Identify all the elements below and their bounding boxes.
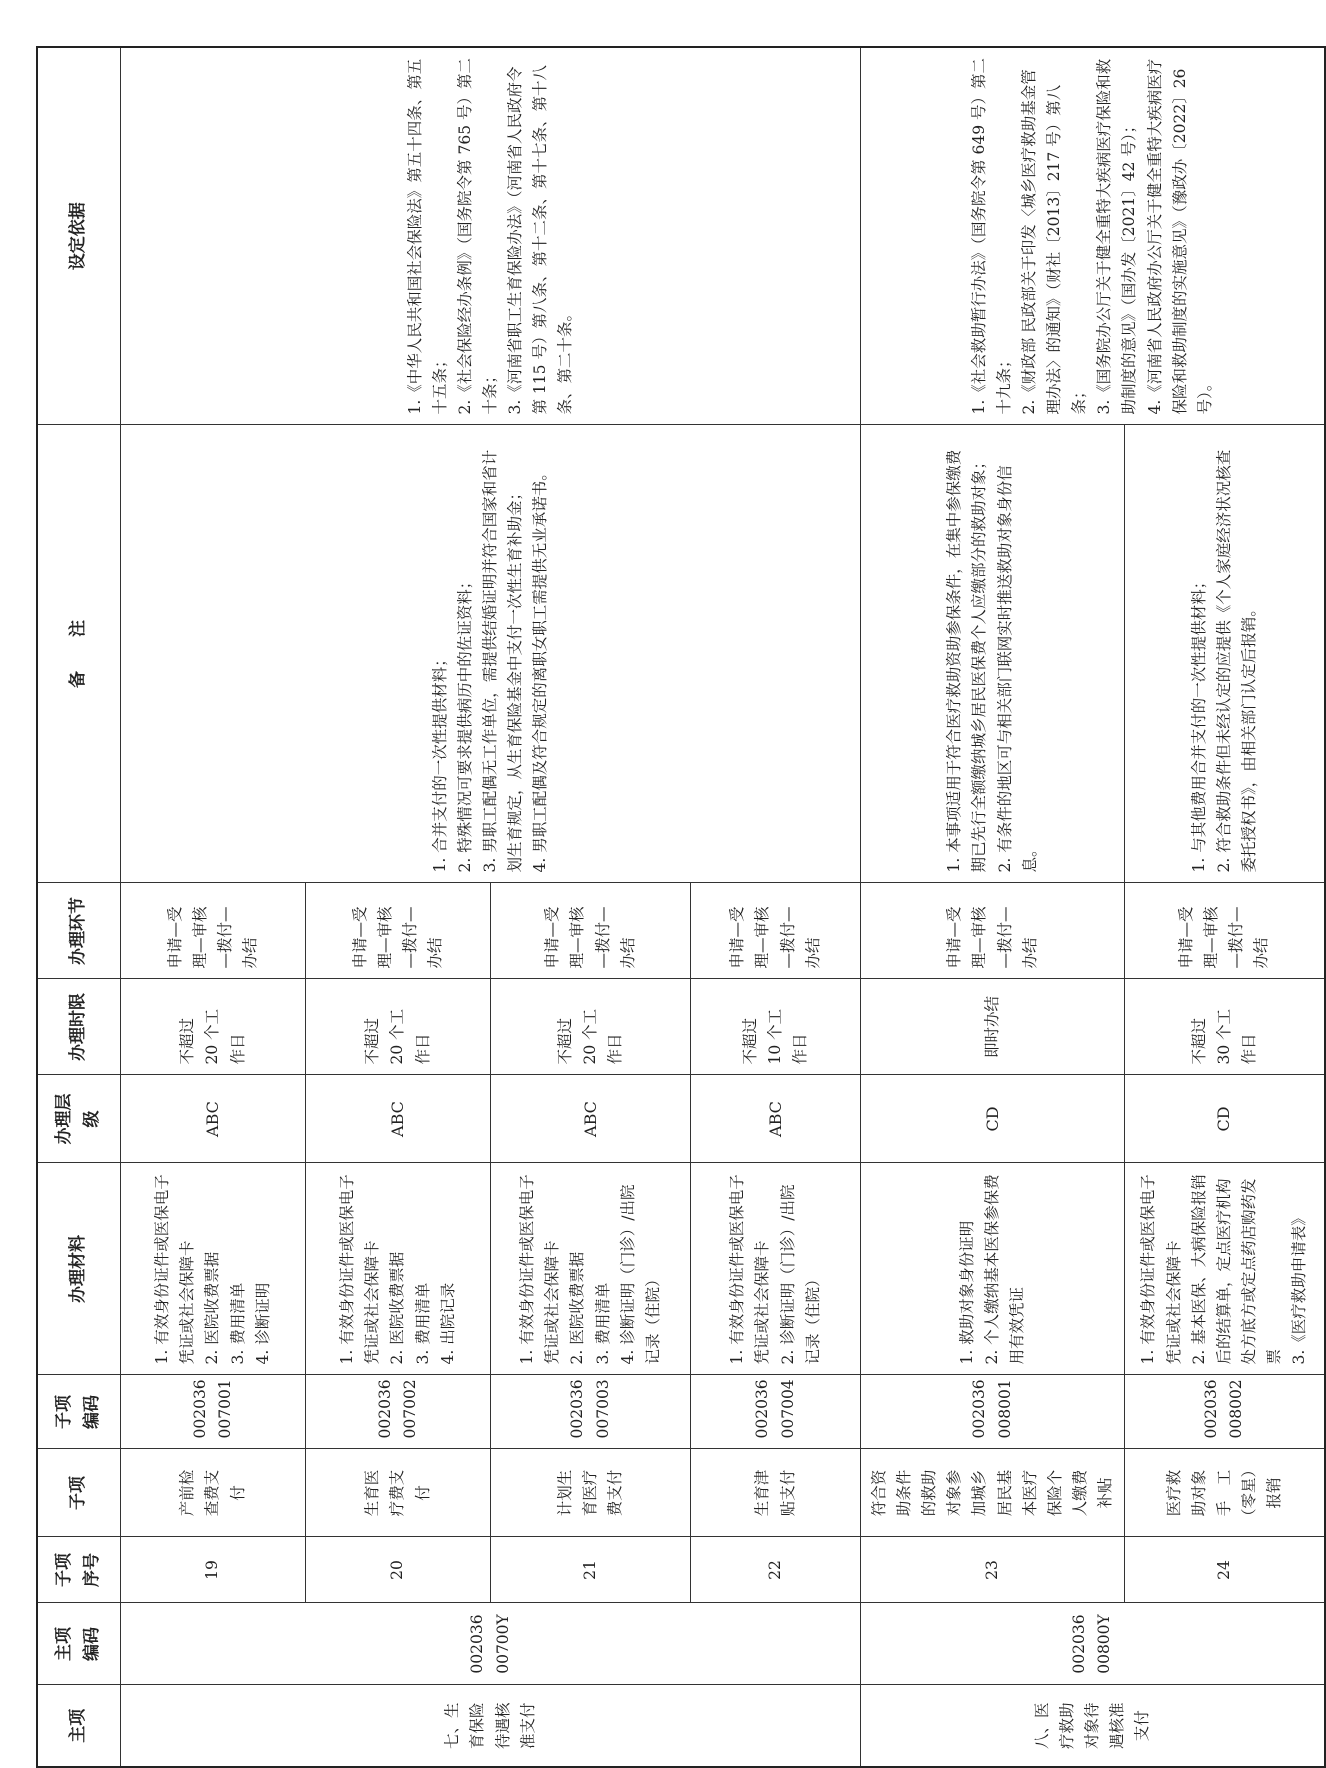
sub-item-cell: 生育津 贴支付 [691,1449,861,1537]
materials-cell: 1. 有效身份证件或医保电子凭证或社会保障卡 2. 诊断证明（门诊）/出院记录（住院） [691,1163,861,1375]
level-cell: CD [1125,1075,1325,1163]
main-code-cell: 002036 00800Y [861,1603,1325,1685]
rotated-service-table [36,48,1309,1768]
materials-cell: 1. 有效身份证件或医保电子凭证或社会保障卡 2. 医院收费票据 3. 费用清单 4. 诊断证明（门诊）/出院记录（住院） [491,1163,691,1375]
main-item-cell: 八、医 疗救助 对象待 遇核准 支付 [861,1685,1325,1767]
steps-cell: 申请—受 理—审核 —拨付— 办结 [121,883,306,979]
steps-cell: 申请—受 理—审核 —拨付— 办结 [1125,883,1325,979]
service-items-table [36,46,1326,1768]
table-row [861,47,1125,1767]
time-limit-cell: 不超过 20 个工 作日 [306,979,491,1075]
materials-cell: 1. 有效身份证件或医保电子凭证或社会保障卡 2. 医院收费票据 3. 费用清单 4. 出院记录 [306,1163,491,1375]
sub-code-cell: 002036 007003 [491,1375,691,1449]
sub-item-cell: 生育医 疗费支 付 [306,1449,491,1537]
main-code-cell: 002036 00700Y [121,1603,861,1685]
time-limit-cell: 不超过 20 个工 作日 [491,979,691,1075]
sub-item-cell: 医疗救 助对象 手 工 （零星） 报销 [1125,1449,1325,1537]
sub-item-cell: 计划生 育医疗 费支付 [491,1449,691,1537]
main-item-cell: 七、生 育保险 待遇核 准支付 [121,1685,861,1767]
time-limit-cell: 即时办结 [861,979,1125,1075]
remarks-cell: 1. 与其他费用合并支付的一次性提供材料； 2. 符合救助条件但未经认定的应提供《个人家庭经济状况核查委托授权书》，由相关部门认定后报销。 [1125,425,1325,883]
header-basis: 设定依据 [37,47,121,425]
sub-item-cell: 产前检 查费支 付 [121,1449,306,1537]
steps-cell: 申请—受 理—审核 —拨付— 办结 [491,883,691,979]
remarks-cell: 1. 合并支付的一次性提供材料； 2. 特殊情况可要求提供病历中的佐证资料； 3. 男职工配偶无工作单位，需提供结婚证明并符合国家和省计划生育规定，从生育保险基金中支付一次性生育补助金； 4. 男职工配偶及符合规定的离职女职工需提供无业承诺书。 [121,425,861,883]
level-cell: ABC [691,1075,861,1163]
sub-code-cell: 002036 007001 [121,1375,306,1449]
header-main: 主项 [37,1685,121,1767]
seq-cell: 21 [491,1537,691,1603]
header-materials: 办理材料 [37,1163,121,1375]
level-cell: ABC [491,1075,691,1163]
sub-code-cell: 002036 008001 [861,1375,1125,1449]
header-sub-code: 子项 编码 [37,1375,121,1449]
header-main-code: 主项 编码 [37,1603,121,1685]
basis-cell: 1.《中华人民共和国社会保险法》第五十四条、第五十五条； 2.《社会保险经办条例》（国务院令第 765 号）第二十条； 3.《河南省职工生育保险办法》（河南省人民政府令第 115 号）第八条、第十二条、第十七条、第十八条、第二十条。 [121,47,861,425]
time-limit-cell: 不超过 10 个工 作日 [691,979,861,1075]
table-row [121,47,306,1767]
basis-cell: 1.《社会救助暂行办法》（国务院令第 649 号）第二十九条； 2.《财政部 民政部关于印发〈城乡医疗救助基金管理办法〉的通知》（财社〔2013〕217 号）第八条； 3.《国务院办公厅关于健全重特大疾病医疗保险和救助制度的意见》（国办发〔2021〕42 号）； 4.《河南省人民政府办公厅关于健全重特大疾病医疗保险和救助制度的实施意见》（豫政办〔2022〕26 号）。 [861,47,1325,425]
header-seq: 子项 序号 [37,1537,121,1603]
header-remarks: 备 注 [37,425,121,883]
time-limit-cell: 不超过 30 个工 作日 [1125,979,1325,1075]
header-level: 办理层级 [37,1075,121,1163]
header-time-limit: 办理时限 [37,979,121,1075]
seq-cell: 22 [691,1537,861,1603]
time-limit-cell: 不超过 20 个工 作日 [121,979,306,1075]
level-cell: ABC [306,1075,491,1163]
header-row [37,47,121,1767]
seq-cell: 20 [306,1537,491,1603]
sub-code-cell: 002036 008002 [1125,1375,1325,1449]
materials-cell: 1. 救助对象身份证明 2. 个人缴纳基本医保参保费用有效凭证 [861,1163,1125,1375]
sub-code-cell: 002036 007004 [691,1375,861,1449]
seq-cell: 23 [861,1537,1125,1603]
materials-cell: 1. 有效身份证件或医保电子凭证或社会保障卡 2. 医院收费票据 3. 费用清单 4. 诊断证明 [121,1163,306,1375]
header-steps: 办理环节 [37,883,121,979]
seq-cell: 24 [1125,1537,1325,1603]
level-cell: ABC [121,1075,306,1163]
steps-cell: 申请—受 理—审核 —拨付— 办结 [691,883,861,979]
steps-cell: 申请—受 理—审核 —拨付— 办结 [306,883,491,979]
level-cell: CD [861,1075,1125,1163]
seq-cell: 19 [121,1537,306,1603]
steps-cell: 申请—受 理—审核 —拨付— 办结 [861,883,1125,979]
materials-cell: 1. 有效身份证件或医保电子凭证或社会保障卡 2. 基本医保、大病保险报销后的结算单，定点医疗机构处方底方或定点药店购药发票 3.《医疗救助申请表》 [1125,1163,1325,1375]
remarks-cell: 1. 本事项适用于符合医疗救助资助参保条件，在集中参保缴费期已先行全额缴纳城乡居民医保费个人应缴部分的救助对象； 2. 有条件的地区可与相关部门联网实时推送救助对象身份信息。 [861,425,1125,883]
header-sub: 子项 [37,1449,121,1537]
sub-code-cell: 002036 007002 [306,1375,491,1449]
sub-item-cell: 符合资 助条件 的救助 对象参 加城乡 居民基 本医疗 保险个 人缴费 补贴 [861,1449,1125,1537]
